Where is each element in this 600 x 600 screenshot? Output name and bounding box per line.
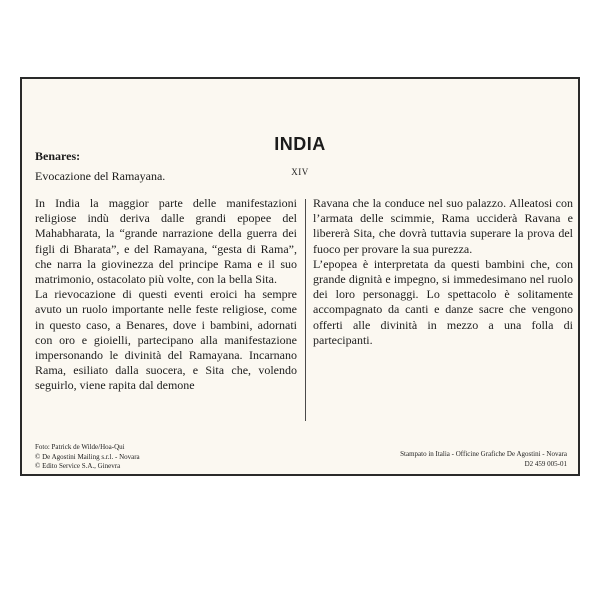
subtitle: Evocazione del Ramayana.	[35, 169, 166, 183]
copyright-line: © De Agostini Mailing s.r.l. - Novara	[35, 452, 140, 461]
credits-left	[35, 443, 140, 472]
credits-right	[400, 450, 567, 469]
product-code: D2 459 005-01	[524, 459, 567, 468]
place-heading: Benares:	[35, 149, 81, 163]
postcard-back	[20, 77, 580, 476]
card-number: XIV	[291, 167, 309, 177]
photo-credit: Foto: Patrick de Wilde/Hoa-Qui	[35, 443, 125, 451]
paragraph: L’epopea è interpretata da questi bambini che, con grande dignità e impegno, si immedesimano nel ruolo dei loro personaggi. Lo spettacolo è solitamente accompagnato da canti e danze sacre che vengono offerti alle divinità in mezzo a una folla di partecipanti.	[313, 256, 573, 347]
paragraph: In India la maggior parte delle manifestazioni religiose indù deriva dalle grandi epopee del Mahabharata, la “grande narrazione della guerra dei figli di Bharata”, e del Ramayana, “gesta di Rama”, che narra la giovinezza del principe Rama e il suo matrimonio, ostacolato più volte, con la bella Sita.	[35, 196, 297, 287]
paragraph: La rievocazione di questi eventi eroici ha sempre avuto un ruolo importante nelle feste religiose, come in questo caso, a Benares, dove i bambini, adornati con oro e gioielli, partecipano alla manifestazione impersonando le divinità del Ramayana. Incarnano Rama, esiliato dalla suocera, e Sita che, volendo seguirlo, viene rapita dal demone	[35, 287, 297, 393]
card-title: INDIA	[274, 134, 326, 154]
paragraph: Ravana che la conduce nel suo palazzo. Alleatosi con l’armata delle scimmie, Rama ucciderà Ravana e libererà Sita, che dovrà tuttavia superare la prova del fuoco per provare la sua purezza.	[313, 196, 573, 256]
column-divider	[305, 199, 306, 421]
copyright-line: © Edito Service S.A., Ginevra	[35, 462, 121, 470]
text-column-right	[313, 196, 573, 422]
text-column-left	[35, 196, 297, 422]
printer-credit: Stampato in Italia - Officine Grafiche De Agostini - Novara	[400, 450, 567, 458]
